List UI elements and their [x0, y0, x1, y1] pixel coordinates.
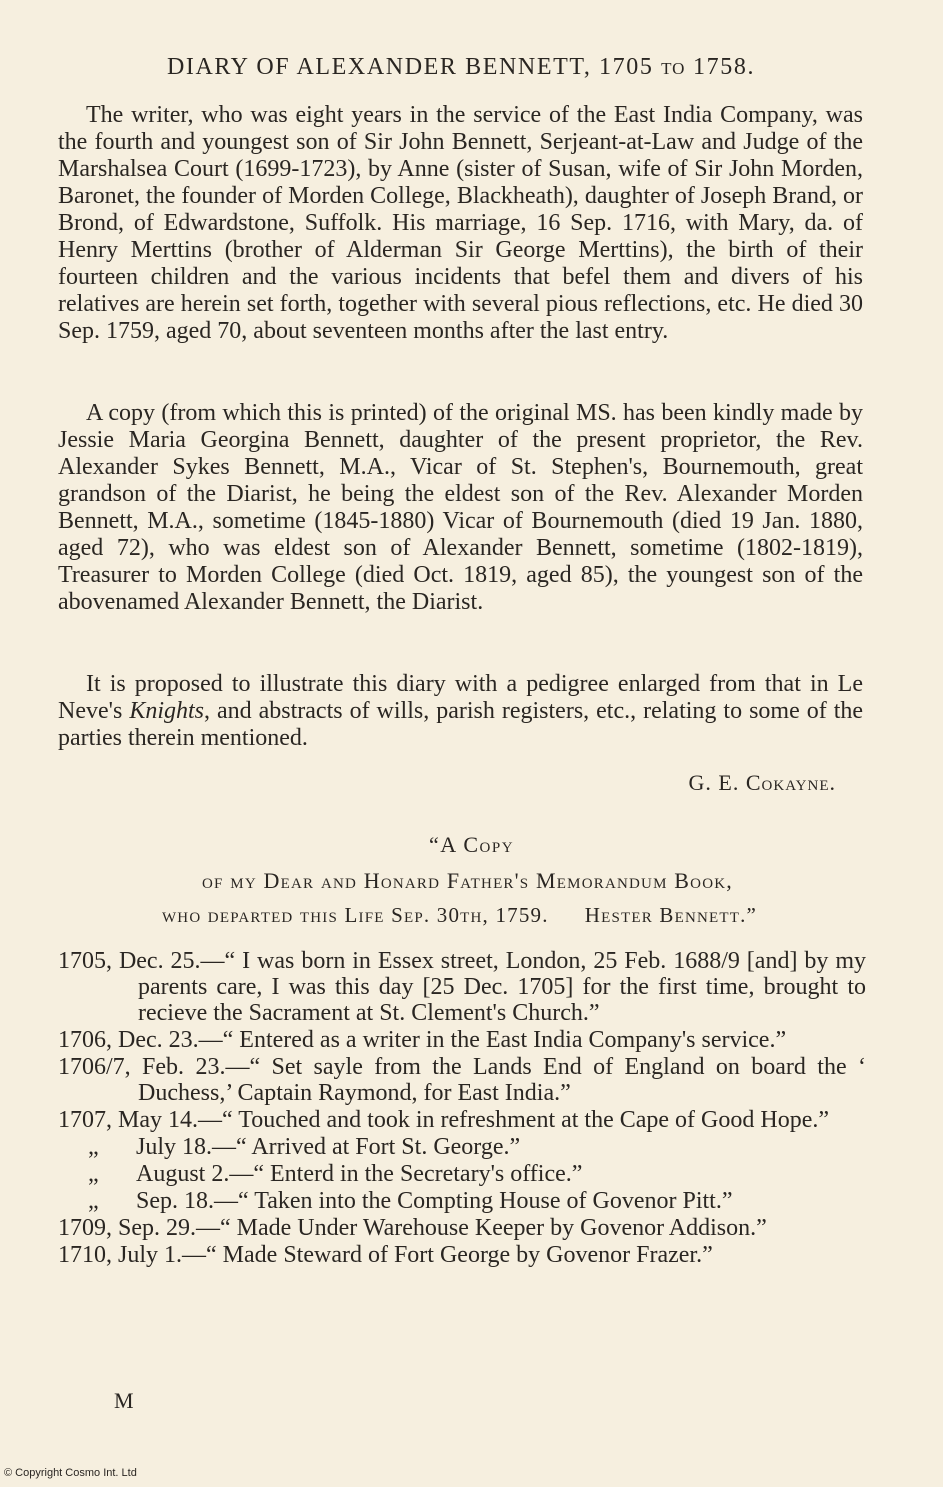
diary-entry	[58, 1107, 866, 1133]
entry-text: —“ Made Steward of Fort George by Govenor Frazer.”	[182, 1242, 713, 1268]
entry-date: August 2.	[136, 1161, 230, 1187]
entry-text: —“ Entered as a writer in the East India Company's service.”	[198, 1027, 787, 1053]
entry-date: 1709, Sep. 29.	[58, 1215, 196, 1241]
entry-text: —“ I was born in Essex street, London, 25 Feb. 1688/9 [and] by my parents care, I was this day [25 Dec. 1705] for the first time, brought to recieve the Sacrament at St. Clement's Church.”	[138, 948, 866, 1026]
entry-date: 1707, May 14.	[58, 1107, 198, 1133]
diary-entry	[58, 1242, 866, 1268]
entry-date: 1706/7, Feb. 23.	[58, 1054, 226, 1080]
ditto-mark: „	[88, 1161, 99, 1187]
diary-entries	[58, 948, 866, 1269]
diary-entry	[88, 1188, 866, 1214]
para3-text-after: , and abstracts of wills, parish registers, etc., relating to some of the parties therein mentioned.	[58, 698, 864, 751]
diary-entry	[58, 1215, 866, 1241]
para3-italic-title: Knights	[129, 698, 204, 724]
entry-text: —“ Touched and took in refreshment at the Cape of Good Hope.”	[198, 1107, 830, 1133]
intro-paragraph-1: The writer, who was eight years in the service of the East India Company, was the fourth and youngest son of Sir John Bennett, Serjeant-at-Law and Judge of the Marshalsea Court (1699-1723), by Anne (sister of Susan, wife of Sir John Morden, Baronet, the founder of Morden College, Blackheath), daughter of Joseph Brand, or Brond, of Edwardstone, Suffolk. His marriage, 16 Sep. 1716, with Mary, da. of Henry Merttins (brother of Alderman Sir George Merttins), the birth of their fourteen children and the various incidents that befel them and divers of his relatives are herein set forth, together with several pious reflections, etc. He died 30 Sep. 1759, aged 70, about seventeen months after the last entry.	[58, 102, 863, 344]
page-title	[56, 54, 866, 81]
para3-text-before: It is proposed to illustrate this diary with a pedigree enlarged from that in Le Neve's	[58, 671, 863, 724]
copyright-notice: © Copyright Cosmo Int. Ltd	[4, 1467, 137, 1479]
diary-entry	[88, 1161, 866, 1187]
copy-heading-departure: who departed this Life Sep. 30th, 1759.	[161, 903, 549, 927]
entry-date: 1705, Dec. 25.	[58, 948, 201, 974]
copy-heading-line-3	[0, 903, 931, 928]
ditto-mark: „	[88, 1134, 99, 1160]
title-end: 1758.	[693, 54, 756, 80]
entry-text: —“ Set sayle from the Lands End of England on board the ‘ Duchess,’ Captain Raymond, for East India.”	[138, 1054, 866, 1106]
diary-entry	[88, 1134, 866, 1160]
entry-date: July 18.	[136, 1134, 213, 1160]
author-name: G. E. Cokayne.	[688, 770, 836, 795]
author-signature	[560, 770, 836, 796]
title-main: DIARY OF ALEXANDER BENNETT, 1705	[166, 54, 654, 80]
entry-date: Sep. 18.	[136, 1188, 214, 1214]
intro-paragraph-3	[58, 671, 863, 752]
diary-entry	[58, 1027, 866, 1053]
entry-date: 1706, Dec. 23.	[58, 1027, 199, 1053]
intro-paragraph-2: A copy (from which this is printed) of the original MS. has been kindly made by Jessie Maria Georgina Bennett, daughter of the present proprietor, the Rev. Alexander Sykes Bennett, M.A., Vicar of St. Stephen's, Bournemouth, great grandson of the Diarist, he being the eldest son of the Rev. Alexander Morden Bennett, M.A., sometime (1845-1880) Vicar of Bournemouth (died 19 Jan. 1880, aged 72), who was eldest son of Alexander Bennett, sometime (1802-1819), Treasurer to Morden College (died Oct. 1819, aged 85), the youngest son of the abovenamed Alexander Bennett, the Diarist.	[58, 400, 863, 615]
copy-heading-attribution: Hester Bennett.”	[584, 903, 758, 927]
copy-heading-line-1	[0, 832, 943, 858]
copy-heading-title: “A Copy	[428, 832, 515, 857]
copy-heading-subtitle: of my Dear and Honard Father's Memorandum Book,	[202, 868, 733, 893]
diary-entry	[58, 1054, 866, 1106]
ditto-mark: „	[88, 1188, 99, 1214]
signature-mark: M	[114, 1388, 134, 1413]
entry-text: —“ Made Under Warehouse Keeper by Govenor Addison.”	[196, 1215, 767, 1241]
diary-entry	[58, 948, 866, 1026]
entry-text: —“ Taken into the Compting House of Govenor Pitt.”	[214, 1188, 733, 1214]
title-to: TO	[661, 59, 686, 78]
entry-text: —“ Enterd in the Secretary's office.”	[229, 1161, 583, 1187]
entry-date: 1710, July 1.	[58, 1242, 183, 1268]
copy-heading-line-2	[0, 868, 939, 894]
entry-text: —“ Arrived at Fort St. George.”	[212, 1134, 521, 1160]
